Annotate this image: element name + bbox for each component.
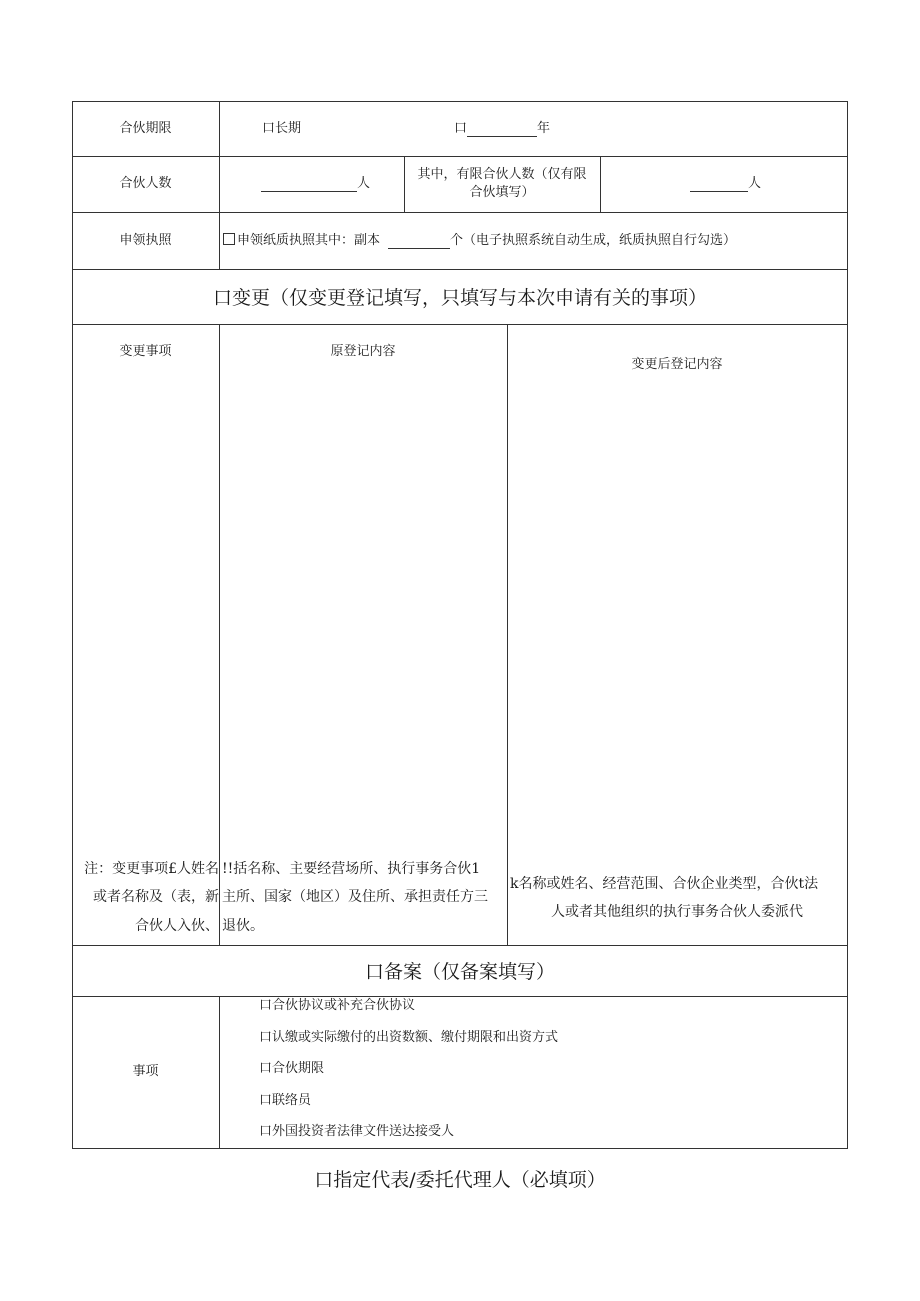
license-checkbox[interactable] bbox=[223, 233, 235, 245]
table-border-left bbox=[72, 101, 73, 1149]
note-col2-line2: 主所、国家（地区）及住所、承担责任方三 bbox=[222, 889, 488, 905]
row-divider bbox=[72, 269, 848, 270]
term-years-field[interactable] bbox=[454, 121, 550, 137]
license-label: 申领执照 bbox=[119, 233, 172, 248]
filing-section-title: 口备案（仅备案填写） bbox=[364, 961, 555, 983]
limited-partner-label-line2: 合伙填写） bbox=[469, 185, 535, 200]
filing-option-liaison[interactable]: 口联络员 bbox=[259, 1093, 312, 1108]
note-col2-line3: 退伙。 bbox=[222, 918, 264, 934]
row-divider bbox=[72, 945, 848, 946]
col-divider bbox=[600, 156, 601, 212]
note-col2-line1: !!括名称、主要经营场所、执行事务合伙1 bbox=[222, 861, 481, 877]
license-field[interactable] bbox=[223, 233, 736, 249]
limited-partner-count-unit: 人 bbox=[748, 176, 762, 191]
new-content-area[interactable] bbox=[508, 380, 846, 840]
col-divider bbox=[404, 156, 405, 212]
row-divider bbox=[72, 156, 848, 157]
long-term-option[interactable] bbox=[262, 121, 301, 137]
term-years-blank[interactable] bbox=[467, 124, 537, 137]
table-border-bottom bbox=[72, 1148, 848, 1149]
change-section-title: 口变更（仅变更登记填写，只填写与本次申请有关的事项） bbox=[212, 287, 707, 309]
filing-option-capital[interactable]: 口认缴或实际缴付的出资数额、缴付期限和出资方式 bbox=[259, 1030, 559, 1045]
limited-partner-label-line1: 其中，有限合伙人数（仅有限 bbox=[417, 167, 587, 182]
change-item-header: 变更事项 bbox=[119, 344, 172, 359]
note-col3-line2: 人或者其他组织的执行事务合伙人委派代 bbox=[551, 904, 803, 920]
long-term-label: 口长期 bbox=[262, 121, 302, 136]
row-divider bbox=[72, 212, 848, 213]
filing-option-agreement[interactable]: 口合伙协议或补充合伙协议 bbox=[259, 998, 416, 1013]
col-divider bbox=[219, 101, 220, 269]
license-text-before: 申领纸质执照其中：副本 bbox=[237, 233, 381, 248]
table-border-top bbox=[72, 101, 848, 102]
term-years-checkbox: 口 bbox=[454, 121, 468, 136]
designated-section-title: 口指定代表/委托代理人（必填项） bbox=[314, 1169, 606, 1191]
note-col1-line3: 合伙人入伙、 bbox=[135, 918, 219, 934]
row-divider bbox=[72, 324, 848, 325]
note-col1-line2: 或者名称及（表，新 bbox=[93, 889, 219, 905]
note-col1-line1: 注：变更事项£人姓名 bbox=[84, 861, 219, 877]
row-divider bbox=[72, 996, 848, 997]
partner-count-label: 合伙人数 bbox=[119, 176, 172, 191]
filing-item-label: 事项 bbox=[132, 1064, 159, 1079]
original-content-header: 原登记内容 bbox=[330, 344, 396, 359]
partner-count-unit: 人 bbox=[357, 176, 371, 191]
col-divider bbox=[219, 996, 220, 1148]
partner-count-field[interactable] bbox=[261, 176, 370, 192]
partner-count-blank[interactable] bbox=[261, 179, 357, 192]
limited-partner-count-blank[interactable] bbox=[690, 179, 748, 192]
filing-option-foreign-agent[interactable]: 口外国投资者法律文件送达接受人 bbox=[259, 1124, 455, 1139]
original-content-area[interactable] bbox=[220, 370, 506, 840]
limited-partner-count-field[interactable] bbox=[690, 176, 761, 192]
note-col3-line1: k名称或姓名、经营范围、合伙企业类型，合伙t法 bbox=[510, 876, 819, 892]
partnership-term-label: 合伙期限 bbox=[119, 121, 172, 136]
new-content-header: 变更后登记内容 bbox=[631, 357, 723, 372]
term-years-unit: 年 bbox=[537, 121, 551, 136]
table-border-right bbox=[847, 101, 848, 1149]
filing-option-term[interactable]: 口合伙期限 bbox=[259, 1061, 325, 1076]
license-text-after: 个（电子执照系统自动生成，纸质执照自行勾选） bbox=[450, 233, 737, 248]
license-copies-blank[interactable] bbox=[388, 236, 450, 249]
